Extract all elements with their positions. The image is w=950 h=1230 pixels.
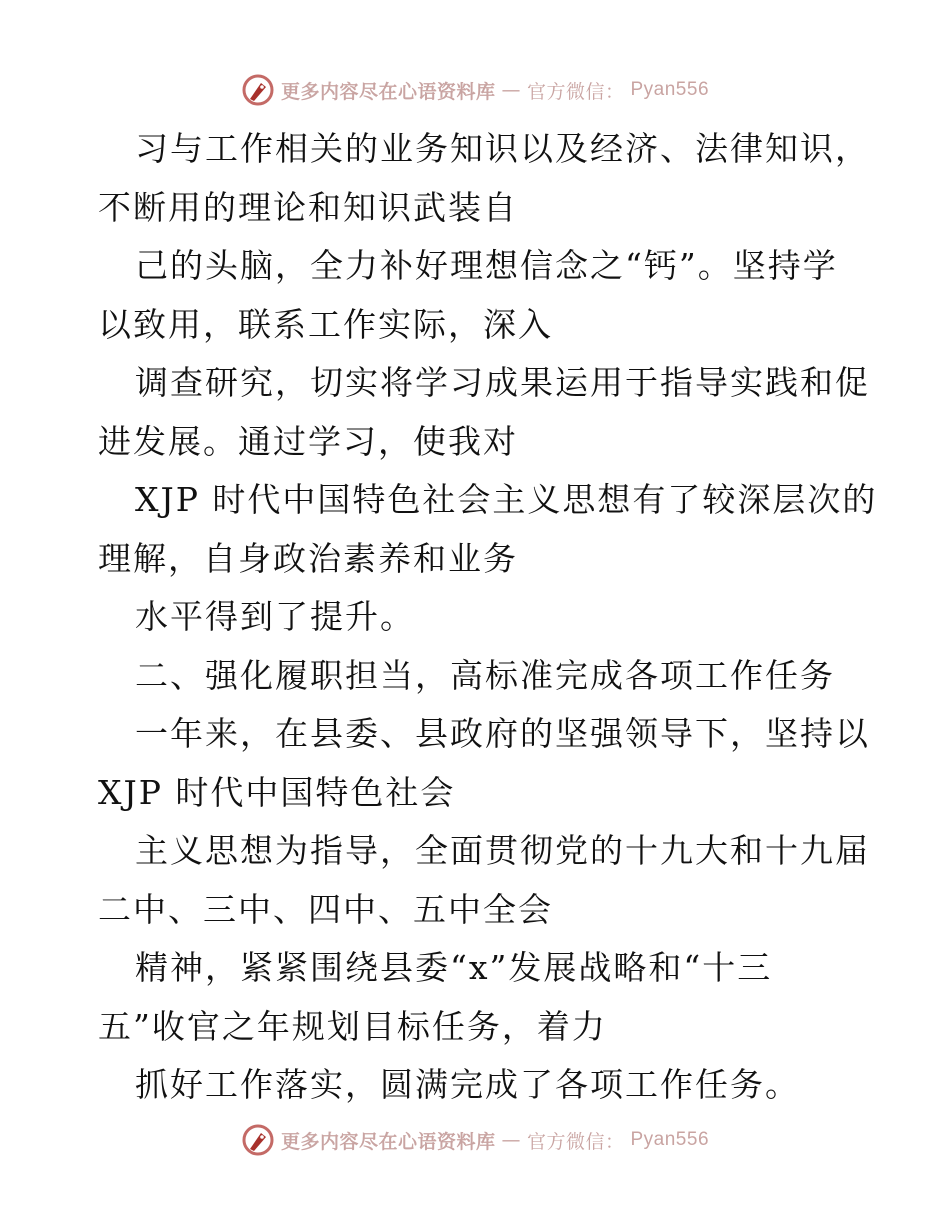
banner-wechat-label: 官方微信： xyxy=(526,80,625,103)
text-line: 理解，自身政治素养和业务 xyxy=(98,538,518,578)
banner-dash: — xyxy=(501,79,521,101)
text-line: XJP 时代中国特色社会主义思想有了较深层次的 xyxy=(135,480,878,519)
text-line: 一年来，在县委、县政府的坚强领导下，坚持以 xyxy=(135,714,870,753)
section-heading: 二、强化履职担当，高标准完成各项工作任务 xyxy=(135,655,835,695)
footer-watermark-banner xyxy=(0,1120,950,1160)
text-line: 以致用，联系工作实际，深入 xyxy=(98,304,553,344)
text-line: XJP 时代中国特色社会 xyxy=(98,772,456,812)
text-line: 不断用的理论和知识武装自 xyxy=(98,187,518,227)
banner-wechat-label: 官方微信： xyxy=(526,1130,625,1153)
pen-nib-circle-icon xyxy=(241,73,275,107)
text-line: 进发展。通过学习，使我对 xyxy=(98,421,518,461)
pen-nib-circle-icon xyxy=(241,1123,275,1157)
text-line: 抓好工作落实，圆满完成了各项工作任务。 xyxy=(135,1065,800,1104)
text-line: 主义思想为指导，全面贯彻党的十九大和十九届 xyxy=(135,831,870,870)
text-line: 精神，紧紧围绕县委“x”发展战略和“十三 xyxy=(135,948,773,987)
text-line: 二中、三中、四中、五中全会 xyxy=(98,889,553,929)
text-line: 五”收官之年规划目标任务，着力 xyxy=(98,1006,607,1046)
header-watermark-banner xyxy=(0,70,950,110)
banner-wechat-id: Pyan556 xyxy=(630,79,710,100)
text-line: 习与工作相关的业务知识以及经济、法律知识， xyxy=(135,129,870,168)
text-line: 调查研究，切实将学习成果运用于指导实践和促 xyxy=(135,363,870,402)
text-line: 己的头脑，全力补好理想信念之“钙”。坚持学 xyxy=(135,246,838,285)
body-text xyxy=(98,120,878,1115)
banner-main-text: 更多内容尽在心语资料库 xyxy=(280,80,496,103)
banner-wechat-id: Pyan556 xyxy=(630,1129,710,1150)
text-line: 水平得到了提升。 xyxy=(135,597,415,636)
banner-dash: — xyxy=(501,1129,521,1151)
banner-main-text: 更多内容尽在心语资料库 xyxy=(280,1130,496,1153)
